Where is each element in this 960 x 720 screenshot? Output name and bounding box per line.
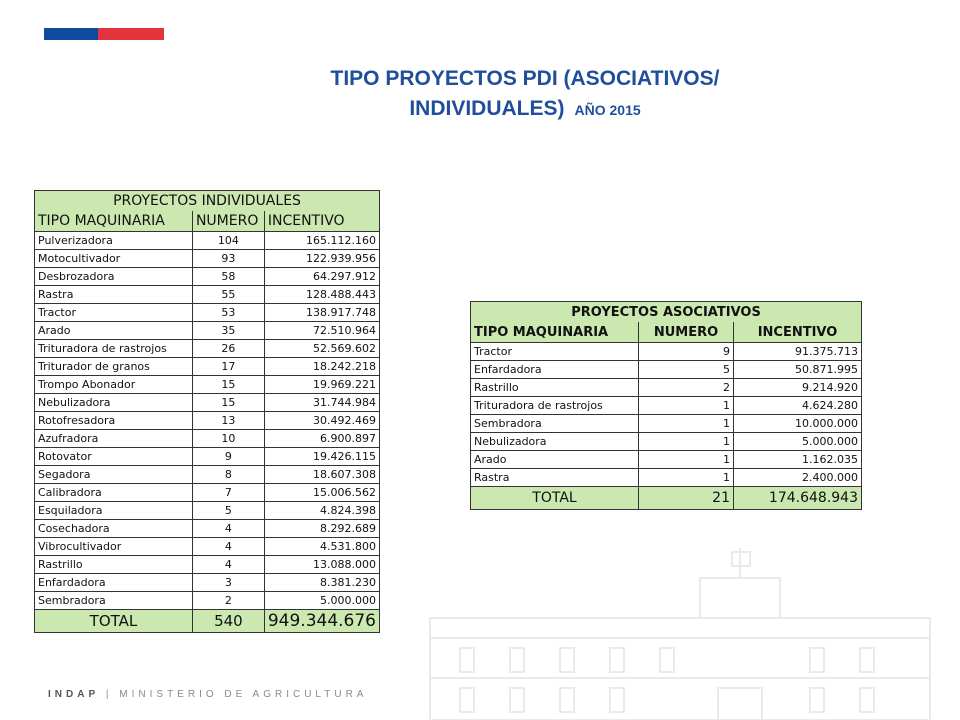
associative-total-label: TOTAL xyxy=(471,487,639,510)
individual-incentivo-cell: 138.917.748 xyxy=(264,304,379,322)
individual-col-incentivo: INCENTIVO xyxy=(264,211,379,232)
individual-projects-table xyxy=(34,190,380,633)
flag-stripe xyxy=(44,28,164,40)
individual-incentivo-cell: 64.297.912 xyxy=(264,268,379,286)
individual-heading-row xyxy=(35,191,380,212)
individual-incentivo-cell: 4.531.800 xyxy=(264,538,379,556)
associative-tipo-cell: Rastra xyxy=(471,469,639,487)
table-row xyxy=(35,268,380,286)
table-row xyxy=(471,469,862,487)
individual-total-row xyxy=(35,610,380,633)
associative-incentivo-cell: 10.000.000 xyxy=(734,415,862,433)
table-row xyxy=(35,484,380,502)
associative-incentivo-cell: 1.162.035 xyxy=(734,451,862,469)
associative-total-row xyxy=(471,487,862,510)
associative-numero-cell: 1 xyxy=(639,451,734,469)
individual-tipo-cell: Desbrozadora xyxy=(35,268,193,286)
individual-table-heading: PROYECTOS INDIVIDUALES xyxy=(35,191,380,212)
associative-numero-cell: 5 xyxy=(639,361,734,379)
individual-total-numero: 540 xyxy=(192,610,264,633)
individual-numero-cell: 104 xyxy=(192,232,264,250)
individual-col-numero: NUMERO xyxy=(192,211,264,232)
footer-ministry: MINISTERIO DE AGRICULTURA xyxy=(119,689,368,700)
individual-numero-cell: 10 xyxy=(192,430,264,448)
individual-numero-cell: 53 xyxy=(192,304,264,322)
associative-incentivo-cell: 2.400.000 xyxy=(734,469,862,487)
individual-numero-cell: 13 xyxy=(192,412,264,430)
associative-col-incentivo: INCENTIVO xyxy=(734,322,862,343)
individual-numero-cell: 4 xyxy=(192,538,264,556)
individual-tipo-cell: Rastra xyxy=(35,286,193,304)
table-row xyxy=(471,343,862,361)
table-row xyxy=(35,250,380,268)
associative-numero-cell: 1 xyxy=(639,433,734,451)
individual-tipo-cell: Rastrillo xyxy=(35,556,193,574)
individual-incentivo-cell: 5.000.000 xyxy=(264,592,379,610)
individual-incentivo-cell: 128.488.443 xyxy=(264,286,379,304)
footer-org: INDAP xyxy=(48,689,100,700)
associative-tipo-cell: Trituradora de rastrojos xyxy=(471,397,639,415)
individual-numero-cell: 5 xyxy=(192,502,264,520)
individual-tipo-cell: Rotovator xyxy=(35,448,193,466)
individual-tipo-cell: Pulverizadora xyxy=(35,232,193,250)
individual-tipo-cell: Esquiladora xyxy=(35,502,193,520)
individual-numero-cell: 15 xyxy=(192,394,264,412)
title-line-2 xyxy=(260,94,790,125)
associative-tipo-cell: Enfardadora xyxy=(471,361,639,379)
title-line-2-text: INDIVIDUALES) xyxy=(409,97,565,120)
associative-tipo-cell: Arado xyxy=(471,451,639,469)
individual-numero-cell: 4 xyxy=(192,556,264,574)
individual-tipo-cell: Enfardadora xyxy=(35,574,193,592)
individual-incentivo-cell: 6.900.897 xyxy=(264,430,379,448)
individual-total-incentivo: 949.344.676 xyxy=(264,610,379,633)
footer-separator: | xyxy=(105,689,113,700)
individual-tipo-cell: Motocultivador xyxy=(35,250,193,268)
table-row xyxy=(35,304,380,322)
associative-numero-cell: 1 xyxy=(639,469,734,487)
individual-incentivo-cell: 31.744.984 xyxy=(264,394,379,412)
palace-watermark-image xyxy=(400,548,960,720)
associative-numero-cell: 9 xyxy=(639,343,734,361)
individual-column-header-row xyxy=(35,211,380,232)
individual-tipo-cell: Sembradora xyxy=(35,592,193,610)
table-row xyxy=(471,379,862,397)
individual-incentivo-cell: 18.607.308 xyxy=(264,466,379,484)
individual-tipo-cell: Vibrocultivador xyxy=(35,538,193,556)
table-row xyxy=(35,556,380,574)
associative-col-numero: NUMERO xyxy=(639,322,734,343)
individual-tipo-cell: Trituradora de rastrojos xyxy=(35,340,193,358)
table-row xyxy=(35,322,380,340)
individual-numero-cell: 26 xyxy=(192,340,264,358)
table-row xyxy=(35,286,380,304)
footer xyxy=(48,689,367,700)
individual-incentivo-cell: 52.569.602 xyxy=(264,340,379,358)
associative-projects-body xyxy=(471,302,862,510)
individual-incentivo-cell: 8.292.689 xyxy=(264,520,379,538)
table-row xyxy=(471,415,862,433)
individual-incentivo-cell: 4.824.398 xyxy=(264,502,379,520)
page-title xyxy=(260,64,790,125)
individual-total-label: TOTAL xyxy=(35,610,193,633)
associative-total-numero: 21 xyxy=(639,487,734,510)
individual-incentivo-cell: 122.939.956 xyxy=(264,250,379,268)
individual-numero-cell: 3 xyxy=(192,574,264,592)
individual-incentivo-cell: 165.112.160 xyxy=(264,232,379,250)
table-row xyxy=(35,520,380,538)
table-row xyxy=(35,538,380,556)
associative-incentivo-cell: 5.000.000 xyxy=(734,433,862,451)
table-row xyxy=(35,502,380,520)
associative-tipo-cell: Nebulizadora xyxy=(471,433,639,451)
individual-tipo-cell: Azufradora xyxy=(35,430,193,448)
individual-numero-cell: 93 xyxy=(192,250,264,268)
individual-tipo-cell: Cosechadora xyxy=(35,520,193,538)
table-row xyxy=(35,394,380,412)
associative-projects-table xyxy=(470,301,862,510)
individual-incentivo-cell: 30.492.469 xyxy=(264,412,379,430)
associative-numero-cell: 2 xyxy=(639,379,734,397)
individual-numero-cell: 15 xyxy=(192,376,264,394)
associative-table-heading: PROYECTOS ASOCIATIVOS xyxy=(471,302,862,323)
table-row xyxy=(471,397,862,415)
table-row xyxy=(35,358,380,376)
individual-incentivo-cell: 19.426.115 xyxy=(264,448,379,466)
table-row xyxy=(471,433,862,451)
associative-column-header-row xyxy=(471,322,862,343)
individual-numero-cell: 2 xyxy=(192,592,264,610)
individual-numero-cell: 58 xyxy=(192,268,264,286)
individual-projects-body xyxy=(35,191,380,633)
individual-tipo-cell: Arado xyxy=(35,322,193,340)
flag-stripe-red xyxy=(98,28,164,40)
individual-incentivo-cell: 13.088.000 xyxy=(264,556,379,574)
associative-numero-cell: 1 xyxy=(639,415,734,433)
associative-heading-row xyxy=(471,302,862,323)
individual-numero-cell: 8 xyxy=(192,466,264,484)
table-row xyxy=(35,592,380,610)
individual-incentivo-cell: 72.510.964 xyxy=(264,322,379,340)
individual-tipo-cell: Nebulizadora xyxy=(35,394,193,412)
associative-incentivo-cell: 4.624.280 xyxy=(734,397,862,415)
table-row xyxy=(35,232,380,250)
associative-incentivo-cell: 50.871.995 xyxy=(734,361,862,379)
individual-numero-cell: 55 xyxy=(192,286,264,304)
associative-incentivo-cell: 91.375.713 xyxy=(734,343,862,361)
individual-incentivo-cell: 18.242.218 xyxy=(264,358,379,376)
associative-total-incentivo: 174.648.943 xyxy=(734,487,862,510)
individual-tipo-cell: Trompo Abonador xyxy=(35,376,193,394)
flag-stripe-blue xyxy=(44,28,98,40)
individual-numero-cell: 7 xyxy=(192,484,264,502)
associative-tipo-cell: Rastrillo xyxy=(471,379,639,397)
individual-tipo-cell: Segadora xyxy=(35,466,193,484)
individual-tipo-cell: Tractor xyxy=(35,304,193,322)
associative-numero-cell: 1 xyxy=(639,397,734,415)
table-row xyxy=(471,361,862,379)
associative-tipo-cell: Tractor xyxy=(471,343,639,361)
table-row xyxy=(35,412,380,430)
individual-incentivo-cell: 8.381.230 xyxy=(264,574,379,592)
table-row xyxy=(35,430,380,448)
title-year: AÑO 2015 xyxy=(574,102,641,118)
individual-numero-cell: 9 xyxy=(192,448,264,466)
table-row xyxy=(35,340,380,358)
table-row xyxy=(35,376,380,394)
individual-tipo-cell: Calibradora xyxy=(35,484,193,502)
individual-numero-cell: 35 xyxy=(192,322,264,340)
table-row xyxy=(471,451,862,469)
individual-tipo-cell: Triturador de granos xyxy=(35,358,193,376)
individual-numero-cell: 4 xyxy=(192,520,264,538)
individual-numero-cell: 17 xyxy=(192,358,264,376)
title-line-1: TIPO PROYECTOS PDI (ASOCIATIVOS/ xyxy=(330,67,720,90)
individual-incentivo-cell: 15.006.562 xyxy=(264,484,379,502)
table-row xyxy=(35,448,380,466)
table-row xyxy=(35,466,380,484)
individual-incentivo-cell: 19.969.221 xyxy=(264,376,379,394)
associative-incentivo-cell: 9.214.920 xyxy=(734,379,862,397)
individual-col-tipo: TIPO MAQUINARIA xyxy=(35,211,193,232)
associative-col-tipo: TIPO MAQUINARIA xyxy=(471,322,639,343)
table-row xyxy=(35,574,380,592)
associative-tipo-cell: Sembradora xyxy=(471,415,639,433)
individual-tipo-cell: Rotofresadora xyxy=(35,412,193,430)
